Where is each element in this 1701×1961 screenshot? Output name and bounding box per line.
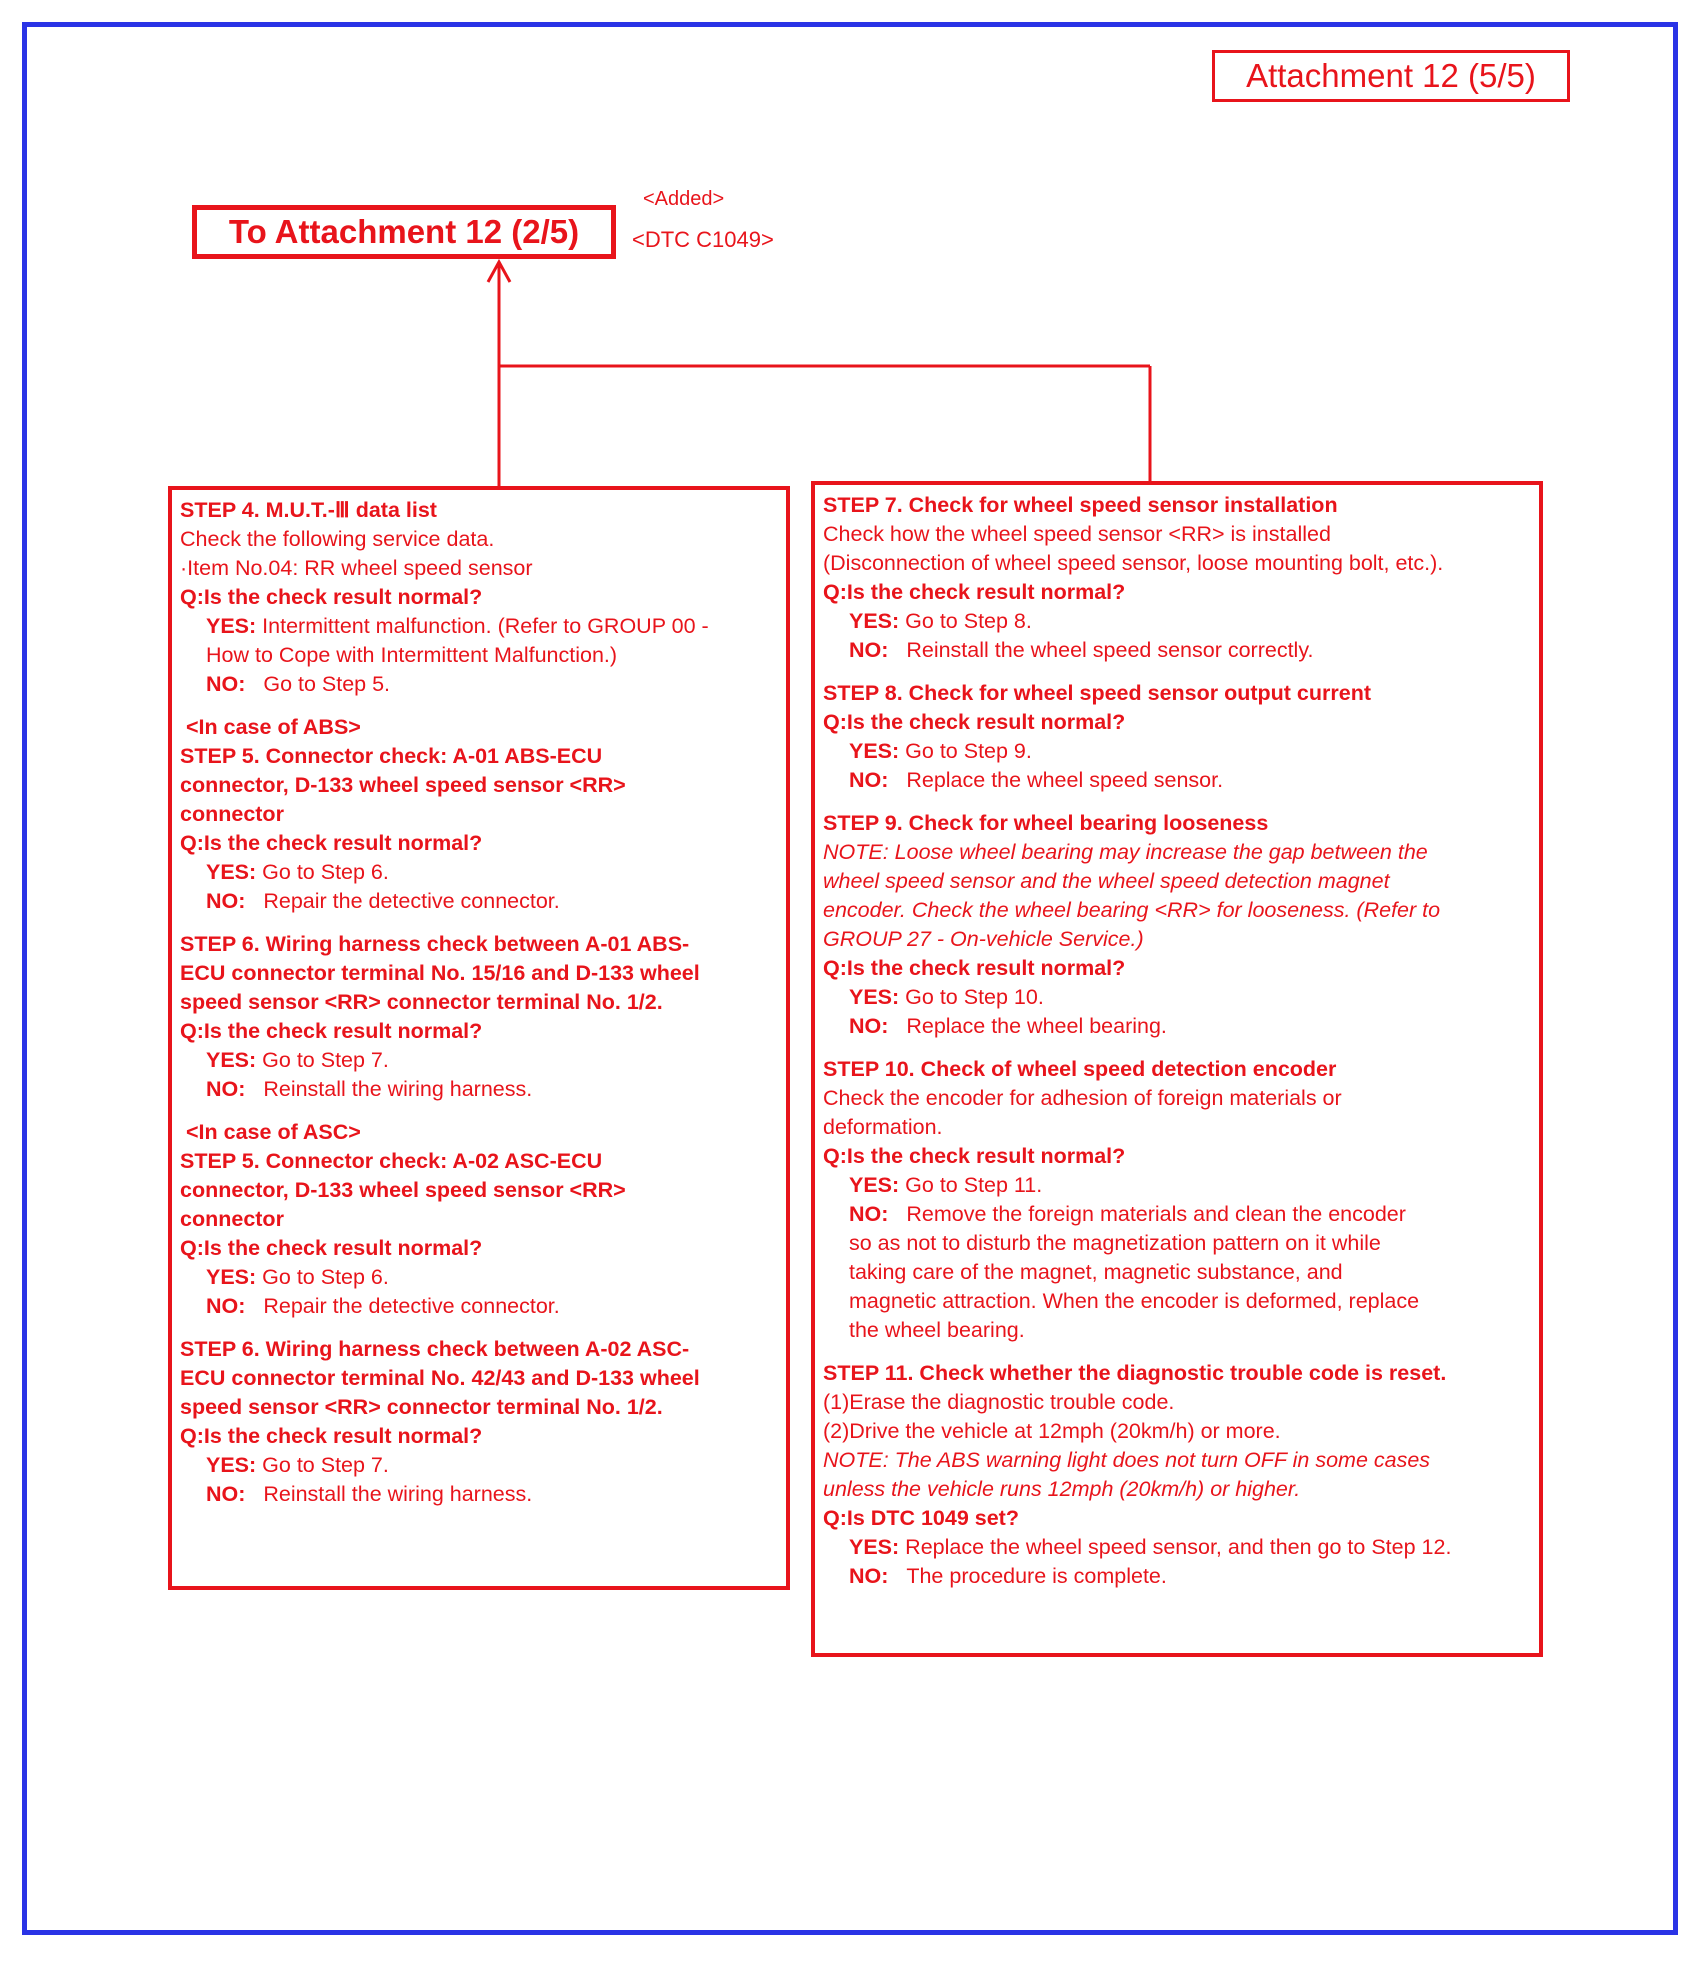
step6-asc-title: speed sensor <RR> connector terminal No. 1/2. [180, 1395, 663, 1419]
abs-case-heading: <In case of ABS> [186, 715, 361, 739]
yes-label: YES: [206, 1048, 257, 1072]
added-note: <Added> [643, 188, 725, 210]
attachment-label: Attachment 12 (5/5) [1212, 50, 1570, 102]
step10-title: STEP 10. Check of wheel speed detection encoder [823, 1057, 1337, 1081]
step7-text: Check how the wheel speed sensor <RR> is installed [823, 522, 1331, 546]
step10-question: Q:Is the check result normal? [823, 1144, 1126, 1168]
step5-asc-title: connector [180, 1207, 284, 1231]
no-label: NO: [849, 768, 889, 792]
step5-asc-title: STEP 5. Connector check: A-02 ASC-ECU [180, 1149, 603, 1173]
yes-label: YES: [849, 985, 900, 1009]
step11-note: NOTE: The ABS warning light does not turn OFF in some cases [823, 1448, 1431, 1472]
step11-question: Q:Is DTC 1049 set? [823, 1506, 1019, 1530]
yes-label: YES: [849, 739, 900, 763]
step7-title: STEP 7. Check for wheel speed sensor installation [823, 493, 1338, 517]
asc-case-heading: <In case of ASC> [186, 1120, 361, 1144]
step5-asc-title: connector, D-133 wheel speed sensor <RR> [180, 1178, 626, 1202]
no-answer: Replace the wheel speed sensor. [906, 768, 1224, 792]
yes-answer: Go to Step 11. [905, 1173, 1043, 1197]
step6-asc-question: Q:Is the check result normal? [180, 1424, 483, 1448]
no-answer: The procedure is complete. [906, 1564, 1167, 1588]
step10-text: deformation. [823, 1115, 943, 1139]
step4-text: Check the following service data. [180, 527, 495, 551]
step5-abs-title: connector [180, 802, 284, 826]
step4-text: ·Item No.04: RR wheel speed sensor [180, 556, 533, 580]
step4-question: Q:Is the check result normal? [180, 585, 483, 609]
step11-note: unless the vehicle runs 12mph (20km/h) or higher. [823, 1477, 1301, 1501]
step5-abs-question: Q:Is the check result normal? [180, 831, 483, 855]
step6-abs-title: speed sensor <RR> connector terminal No. 1/2. [180, 990, 663, 1014]
no-label: NO: [206, 1294, 246, 1318]
right-step-box [811, 481, 1543, 1657]
no-label: NO: [206, 1077, 246, 1101]
no-answer: Go to Step 5. [263, 672, 391, 696]
no-answer: Reinstall the wheel speed sensor correctly. [906, 638, 1314, 662]
no-label: NO: [849, 1564, 889, 1588]
yes-label: YES: [206, 614, 257, 638]
step9-question: Q:Is the check result normal? [823, 956, 1126, 980]
yes-label: YES: [206, 860, 257, 884]
step4-title: STEP 4. M.U.T.-Ⅲ data list [180, 498, 437, 522]
step5-asc-question: Q:Is the check result normal? [180, 1236, 483, 1260]
step9-note: wheel speed sensor and the wheel speed detection magnet [823, 869, 1390, 893]
step7-question: Q:Is the check result normal? [823, 580, 1126, 604]
no-answer: Repair the detective connector. [263, 1294, 560, 1318]
yes-answer-cont: How to Cope with Intermittent Malfunction.) [206, 643, 618, 667]
yes-label: YES: [206, 1453, 257, 1477]
yes-answer: Go to Step 7. [262, 1453, 389, 1477]
yes-answer: Go to Step 9. [905, 739, 1032, 763]
no-answer: Repair the detective connector. [263, 889, 560, 913]
no-label: NO: [849, 1014, 889, 1038]
yes-label: YES: [849, 609, 900, 633]
step6-abs-question: Q:Is the check result normal? [180, 1019, 483, 1043]
step7-text: (Disconnection of wheel speed sensor, loose mounting bolt, etc.). [823, 551, 1444, 575]
yes-answer: Intermittent malfunction. (Refer to GROUP 00 - [262, 614, 709, 638]
step11-title: STEP 11. Check whether the diagnostic trouble code is reset. [823, 1361, 1447, 1385]
step11-text: (1)Erase the diagnostic trouble code. [823, 1390, 1175, 1414]
no-answer: Replace the wheel bearing. [906, 1014, 1167, 1038]
step8-title: STEP 8. Check for wheel speed sensor output current [823, 681, 1371, 705]
no-answer-cont: magnetic attraction. When the encoder is deformed, replace [849, 1289, 1420, 1313]
dtc-code: <DTC C1049> [632, 227, 774, 252]
step9-note: NOTE: Loose wheel bearing may increase the gap between the [823, 840, 1428, 864]
step9-title: STEP 9. Check for wheel bearing looseness [823, 811, 1269, 835]
left-step-box [168, 486, 790, 1590]
yes-answer: Go to Step 8. [905, 609, 1032, 633]
to-attachment-link[interactable]: To Attachment 12 (2/5) [192, 205, 616, 259]
step6-abs-title: STEP 6. Wiring harness check between A-01 ABS- [180, 932, 690, 956]
yes-answer: Go to Step 6. [262, 860, 389, 884]
step6-abs-title: ECU connector terminal No. 15/16 and D-133 wheel [180, 961, 700, 985]
step9-note: encoder. Check the wheel bearing <RR> for looseness. (Refer to [823, 898, 1441, 922]
yes-answer: Go to Step 6. [262, 1265, 389, 1289]
no-label: NO: [849, 1202, 889, 1226]
no-label: NO: [206, 672, 246, 696]
step5-abs-title: connector, D-133 wheel speed sensor <RR> [180, 773, 626, 797]
step11-text: (2)Drive the vehicle at 12mph (20km/h) or more. [823, 1419, 1281, 1443]
no-answer-cont: the wheel bearing. [849, 1318, 1025, 1342]
no-answer: Reinstall the wiring harness. [263, 1482, 533, 1506]
step6-asc-title: ECU connector terminal No. 42/43 and D-133 wheel [180, 1366, 700, 1390]
no-answer-cont: taking care of the magnet, magnetic substance, and [849, 1260, 1343, 1284]
yes-answer: Go to Step 10. [905, 985, 1044, 1009]
step10-text: Check the encoder for adhesion of foreign materials or [823, 1086, 1342, 1110]
yes-answer: Go to Step 7. [262, 1048, 389, 1072]
no-label: NO: [849, 638, 889, 662]
yes-label: YES: [849, 1173, 900, 1197]
no-answer: Remove the foreign materials and clean the encoder [906, 1202, 1406, 1226]
yes-label: YES: [206, 1265, 257, 1289]
yes-answer: Replace the wheel speed sensor, and then go to Step 12. [905, 1535, 1452, 1559]
step5-abs-title: STEP 5. Connector check: A-01 ABS-ECU [180, 744, 603, 768]
no-answer-cont: so as not to disturb the magnetization pattern on it while [849, 1231, 1381, 1255]
no-answer: Reinstall the wiring harness. [263, 1077, 533, 1101]
no-label: NO: [206, 1482, 246, 1506]
step6-asc-title: STEP 6. Wiring harness check between A-02 ASC- [180, 1337, 690, 1361]
yes-label: YES: [849, 1535, 900, 1559]
no-label: NO: [206, 889, 246, 913]
step9-note: GROUP 27 - On-vehicle Service.) [823, 927, 1144, 951]
step8-question: Q:Is the check result normal? [823, 710, 1126, 734]
